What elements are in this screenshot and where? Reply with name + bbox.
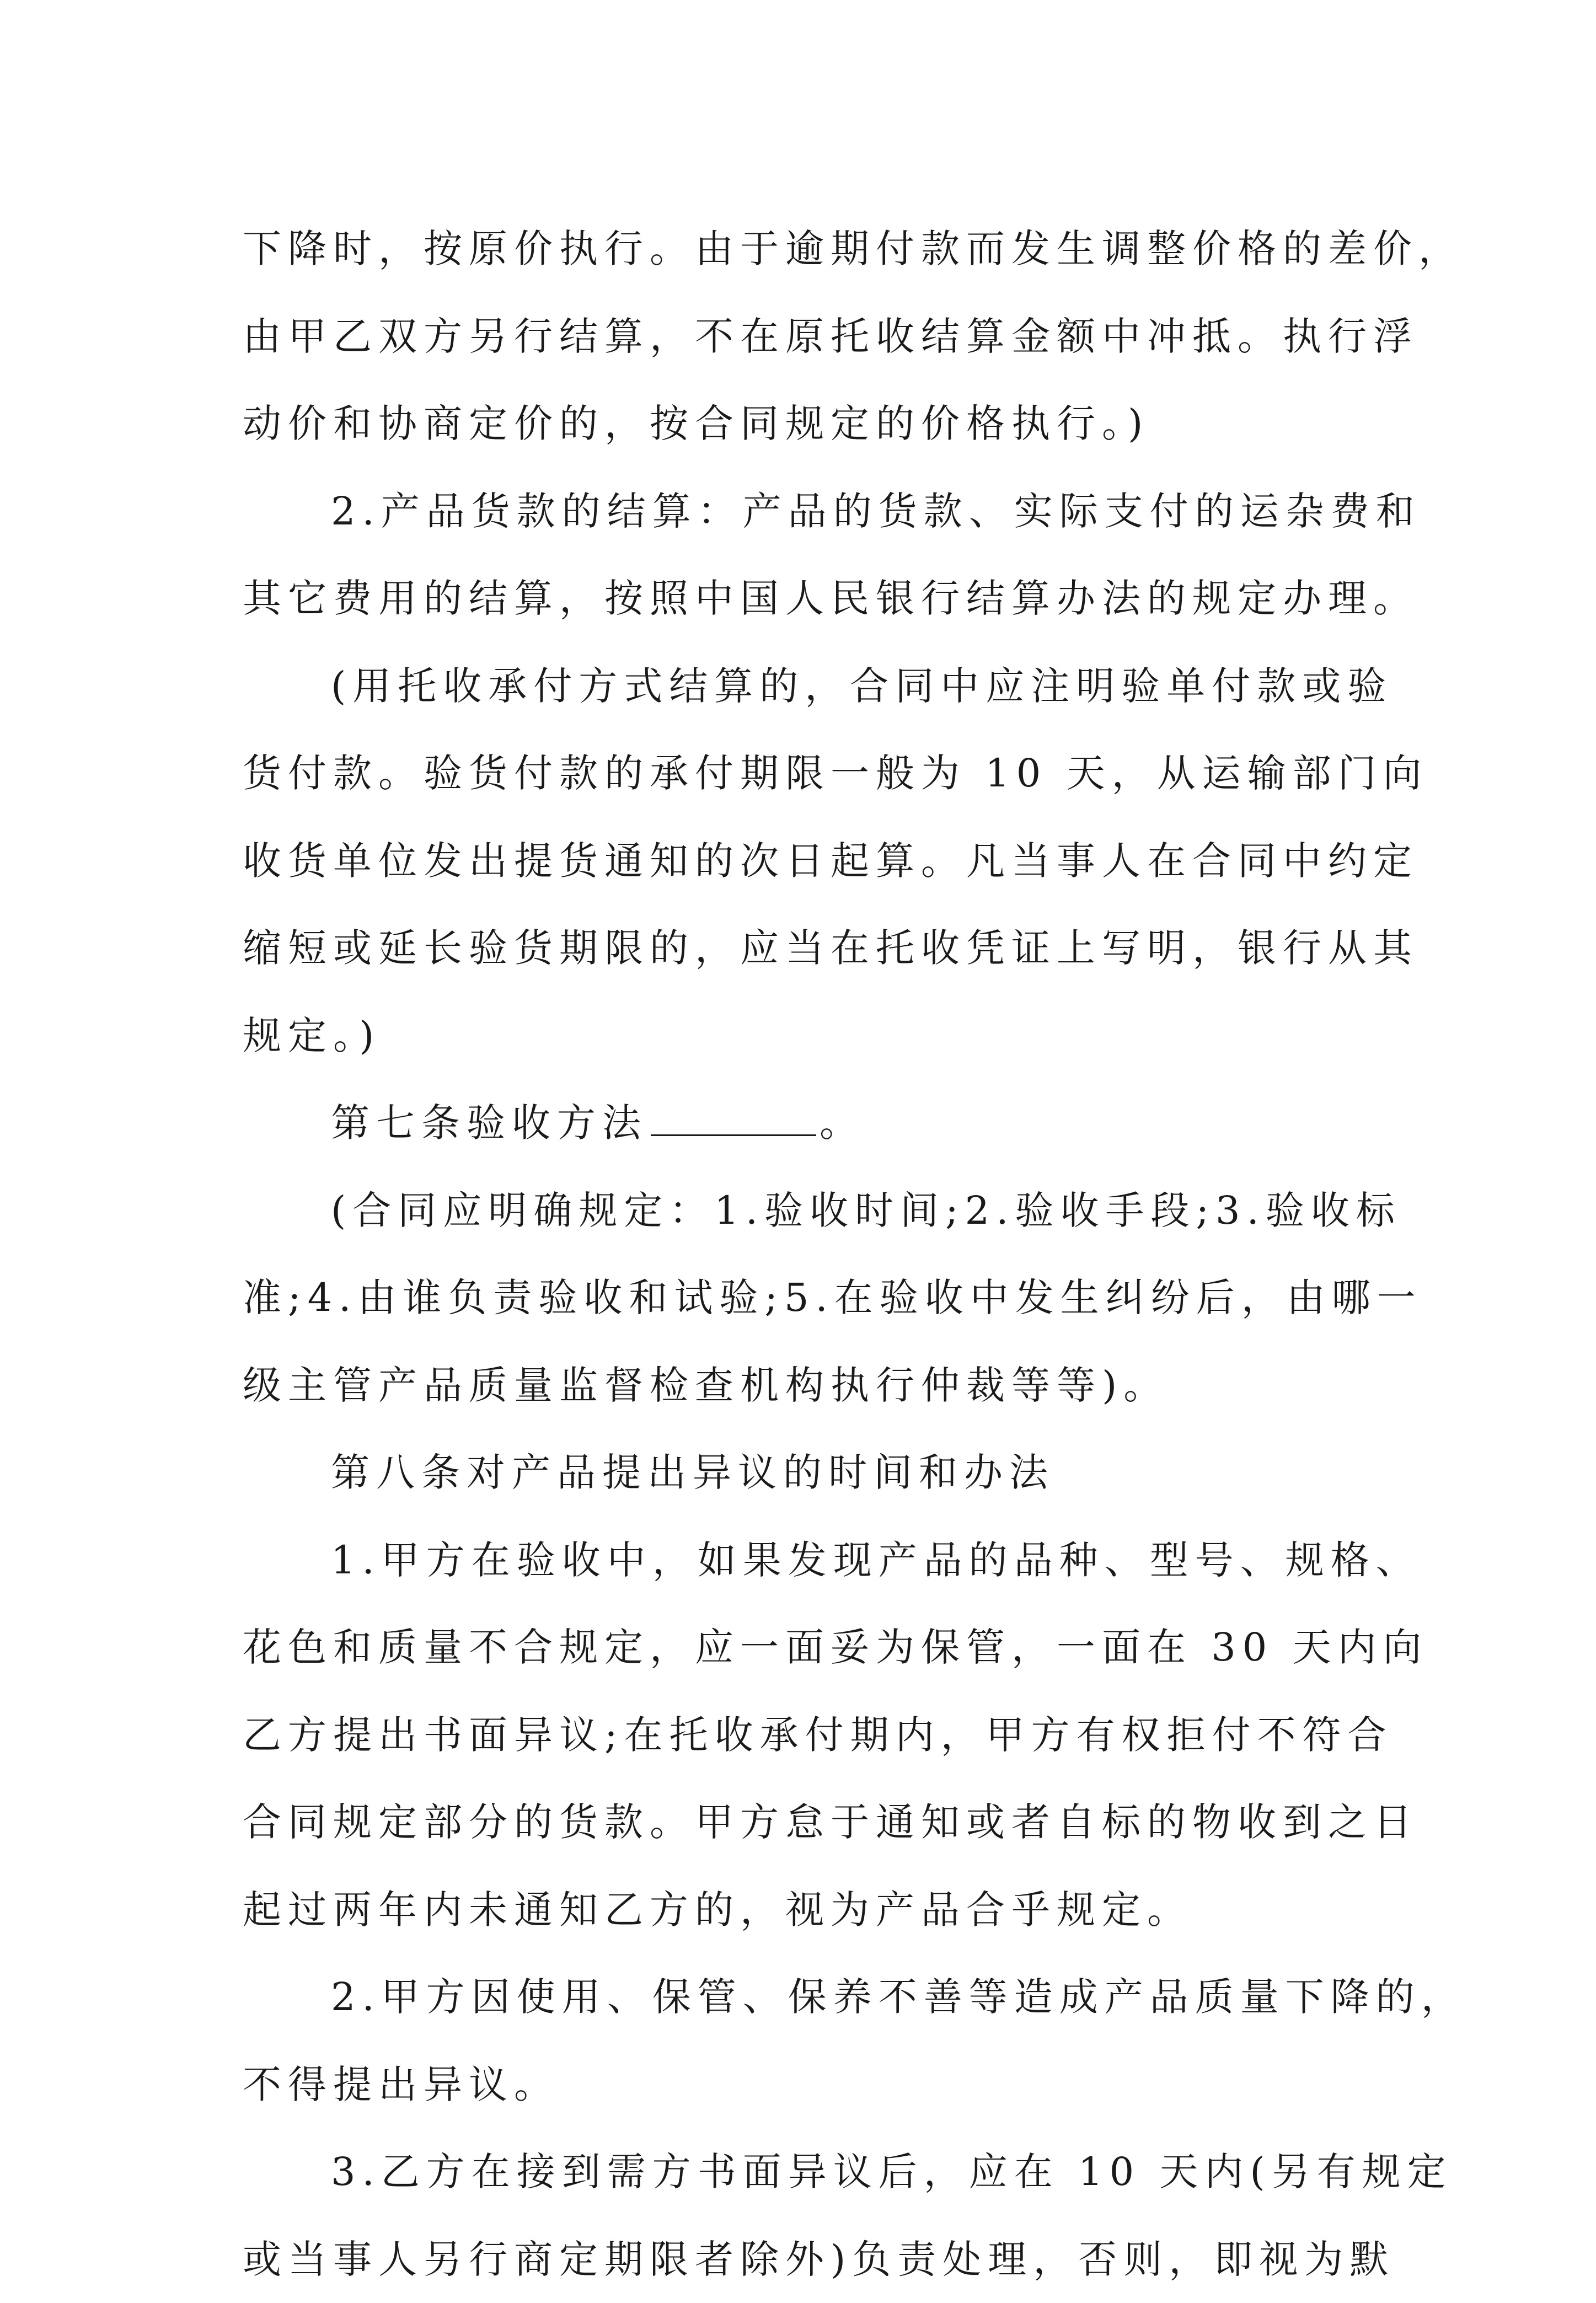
text-line: 2.甲方因使用、保管、保养不善等造成产品质量下降的， xyxy=(243,1953,1351,2041)
text-line: 货付款。验货付款的承付期限一般为 10 天，从运输部门向 xyxy=(243,730,1351,817)
text-line: 1.甲方在验收中，如果发现产品的品种、型号、规格、 xyxy=(243,1517,1351,1604)
text-line: (合同应明确规定：1.验收时间;2.验收手段;3.验收标 xyxy=(243,1167,1351,1255)
text-line: 准;4.由谁负责验收和试验;5.在验收中发生纠纷后，由哪一 xyxy=(243,1254,1351,1342)
article-8-heading: 第八条对产品提出异议的时间和办法 xyxy=(243,1429,1351,1517)
fill-in-blank xyxy=(651,1102,816,1136)
article-7-suffix: 。 xyxy=(820,1100,865,1145)
text-line: 2.产品货款的结算：产品的货款、实际支付的运杂费和 xyxy=(243,468,1351,555)
text-line: 或当事人另行商定期限者除外)负责处理，否则，即视为默 xyxy=(243,2216,1351,2303)
text-line: 乙方提出书面异议;在托收承付期内，甲方有权拒付不符合 xyxy=(243,1691,1351,1779)
text-line: 缩短或延长验货期限的，应当在托收凭证上写明，银行从其 xyxy=(243,904,1351,992)
text-line: 3.乙方在接到需方书面异议后，应在 10 天内(另有规定 xyxy=(243,2128,1351,2216)
text-line: 规定。) xyxy=(243,992,1351,1080)
text-line: 花色和质量不合规定，应一面妥为保管，一面在 30 天内向 xyxy=(243,1604,1351,1691)
text-line: (用托收承付方式结算的，合同中应注明验单付款或验 xyxy=(243,642,1351,730)
text-line: 下降时，按原价执行。由于逾期付款而发生调整价格的差价， xyxy=(243,205,1351,293)
text-line: 级主管产品质量监督检查机构执行仲裁等等)。 xyxy=(243,1342,1351,1429)
text-line: 由甲乙双方另行结算，不在原托收结算金额中冲抵。执行浮 xyxy=(243,293,1351,381)
text-line: 收货单位发出提货通知的次日起算。凡当事人在合同中约定 xyxy=(243,817,1351,905)
text-line: 起过两年内未通知乙方的，视为产品合乎规定。 xyxy=(243,1866,1351,1954)
text-line: 合同规定部分的货款。甲方怠于通知或者自标的物收到之日 xyxy=(243,1779,1351,1866)
article-7-text: 第七条验收方法 xyxy=(331,1100,647,1145)
article-7-heading xyxy=(243,1079,1351,1167)
text-line: 不得提出异议。 xyxy=(243,2041,1351,2129)
text-line: 其它费用的结算，按照中国人民银行结算办法的规定办理。 xyxy=(243,555,1351,642)
document-body xyxy=(243,205,1351,2303)
text-line: 动价和协商定价的，按合同规定的价格执行。) xyxy=(243,380,1351,468)
